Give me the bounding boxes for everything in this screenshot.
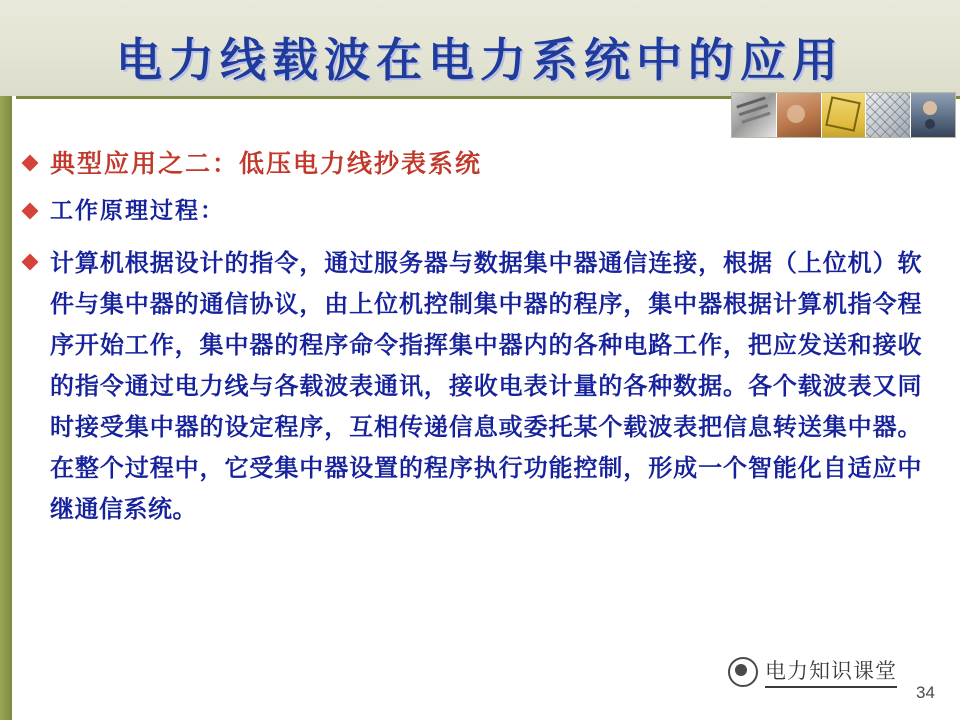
logo-mark-icon bbox=[728, 657, 758, 687]
photo-thumbnail-4-icon bbox=[866, 93, 911, 137]
photo-thumbnail-5-icon bbox=[911, 93, 955, 137]
photo-thumbnail-1-icon bbox=[732, 93, 777, 137]
diamond-bullet-icon bbox=[22, 203, 39, 220]
diamond-bullet-icon bbox=[22, 254, 39, 271]
slide-content bbox=[24, 146, 932, 529]
photo-strip bbox=[731, 92, 956, 138]
bullet-item-2 bbox=[24, 194, 932, 228]
bullet-item-2-label: 工作原理过程： bbox=[50, 197, 225, 224]
body-paragraph-row bbox=[24, 242, 932, 529]
bullet-item-1 bbox=[24, 146, 932, 182]
page-number: 34 bbox=[916, 683, 935, 702]
footer-logo bbox=[728, 655, 897, 688]
photo-thumbnail-2-icon bbox=[777, 93, 822, 137]
body-paragraph: 计算机根据设计的指令，通过服务器与数据集中器通信连接，根据（上位机）软件与集中器的通信协议，由上位机控制集中器的程序，集中器根据计算机指令程序开始工作，集中器的程序命令指挥集中器内的各种电路工作，把应发送和接收的指令通过电力线与各载波表通讯，接收电表计量的各种数据。各个载波表又同时接受集中器的设定程序，互相传递信息或委托某个载波表把信息转送集中器。在整个过程中，它受集中器设置的程序执行功能控制，形成一个智能化自适应中继通信系统。 bbox=[50, 248, 922, 523]
page-title: 电力线载波在电力系统中的应用 bbox=[116, 33, 844, 87]
left-accent-bar bbox=[0, 96, 12, 720]
bullet-item-1-label: 典型应用之二：低压电力线抄表系统 bbox=[50, 149, 483, 178]
photo-thumbnail-3-icon bbox=[822, 93, 867, 137]
footer-logo-label: 电力知识课堂 bbox=[765, 655, 897, 688]
left-accent-bar-gap bbox=[12, 96, 16, 720]
diamond-bullet-icon bbox=[22, 155, 39, 172]
